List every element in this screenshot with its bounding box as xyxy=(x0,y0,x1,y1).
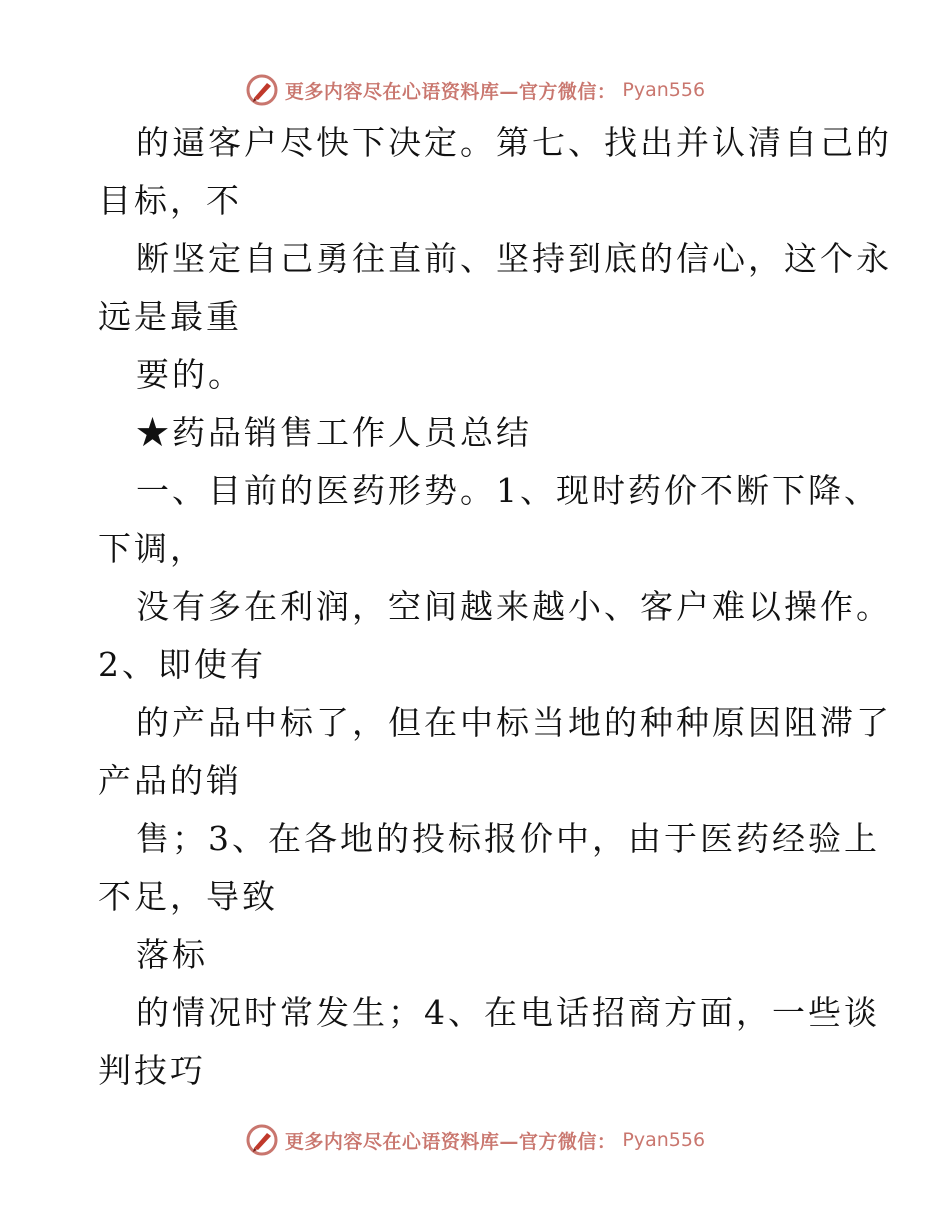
text-line: 一、目前的医药形势。1、现时药价不断下降、 xyxy=(136,471,880,510)
text-line: 落标 xyxy=(136,935,208,974)
text-line: 下调， xyxy=(98,529,206,568)
footer-watermark xyxy=(0,1118,950,1162)
document-body xyxy=(98,114,892,1100)
text-line: 的逼客户尽快下决定。第七、找出并认清自己的 xyxy=(136,123,892,162)
watermark-wechat-id: Pyan556 xyxy=(622,1129,706,1151)
text-line: 远是最重 xyxy=(98,297,242,336)
text-line: 要的。 xyxy=(136,355,244,394)
section-heading: ★药品销售工作人员总结 xyxy=(136,413,532,452)
watermark-wechat-id: Pyan556 xyxy=(622,79,706,101)
pen-logo-icon xyxy=(245,1123,279,1157)
watermark-text: 更多内容尽在心语资料库—官方微信： xyxy=(284,80,617,103)
header-watermark xyxy=(0,68,950,112)
text-line: 产品的销 xyxy=(98,761,242,800)
text-line: 2、即使有 xyxy=(98,645,266,684)
text-line: 没有多在利润，空间越来越小、客户难以操作。 xyxy=(136,587,892,626)
text-line: 不足，导致 xyxy=(98,877,278,916)
text-line: 的情况时常发生；4、在电话招商方面，一些谈 xyxy=(136,993,880,1032)
pen-logo-icon xyxy=(245,73,279,107)
text-line: 的产品中标了，但在中标当地的种种原因阻滞了 xyxy=(136,703,892,742)
text-line: 售；3、在各地的投标报价中，由于医药经验上 xyxy=(136,819,880,858)
text-line: 断坚定自己勇往直前、坚持到底的信心，这个永 xyxy=(136,239,892,278)
watermark-text: 更多内容尽在心语资料库—官方微信： xyxy=(284,1130,617,1153)
text-line: 判技巧 xyxy=(98,1051,206,1090)
text-line: 目标，不 xyxy=(98,181,242,220)
